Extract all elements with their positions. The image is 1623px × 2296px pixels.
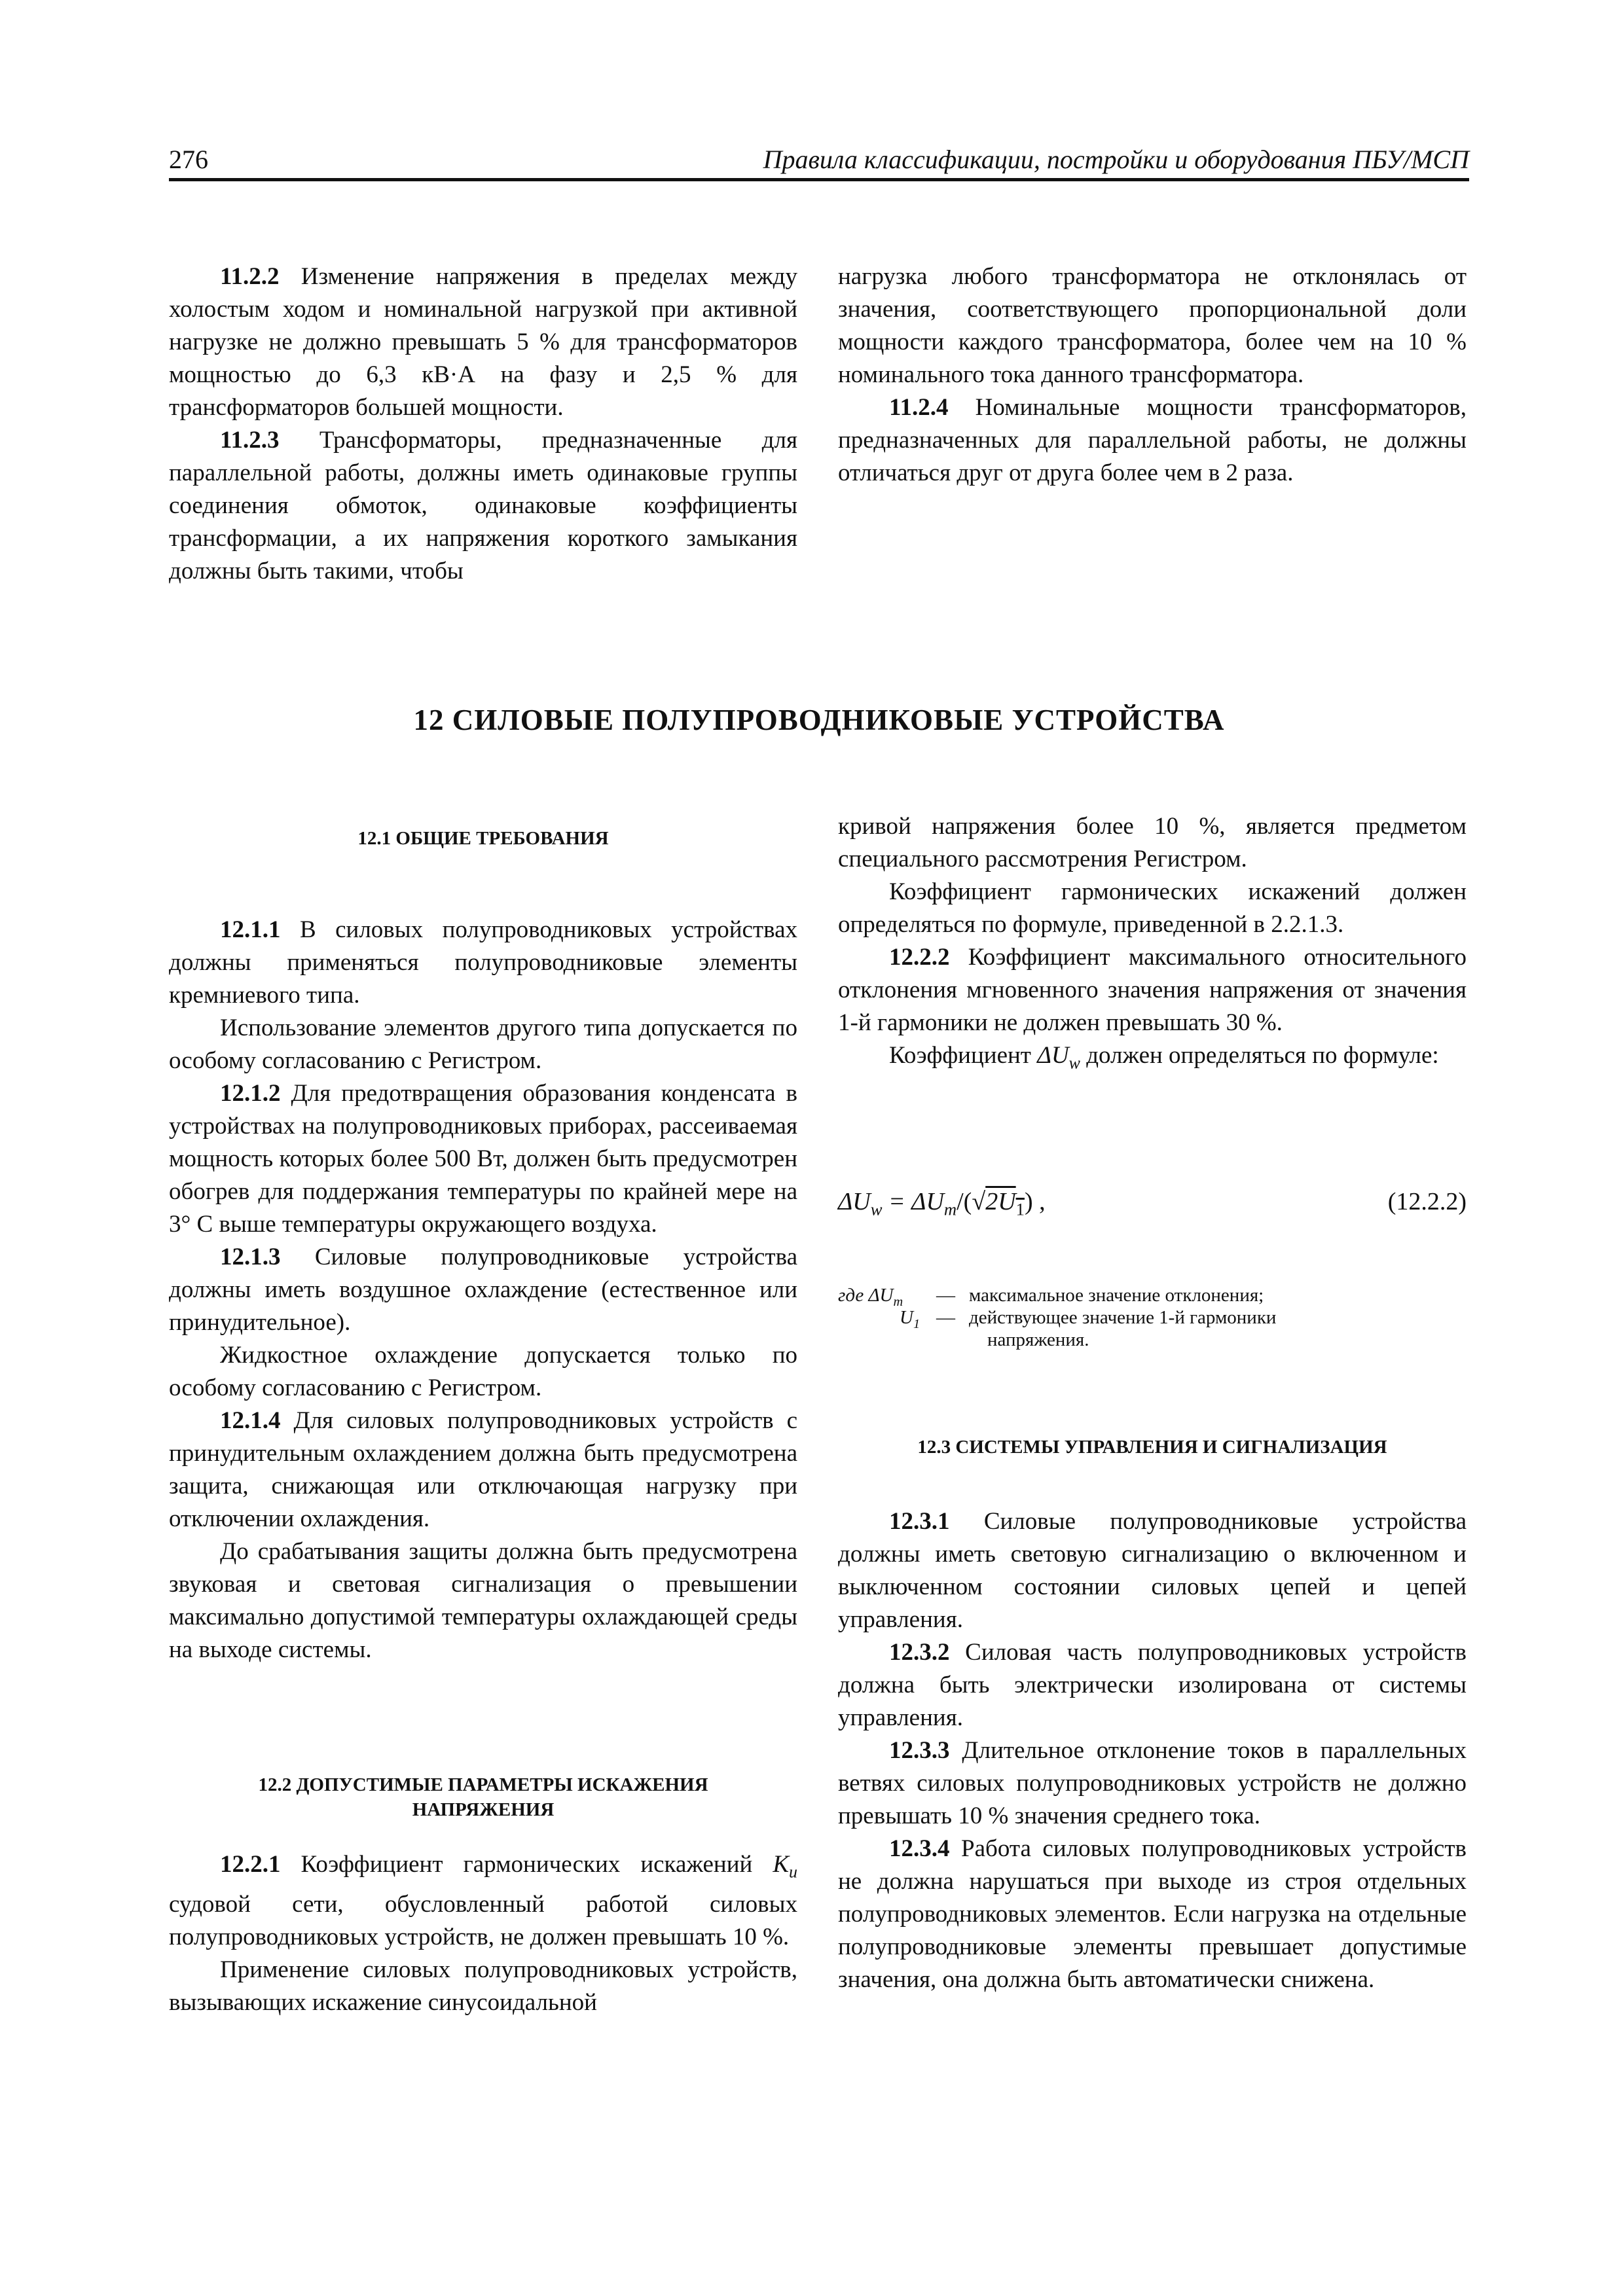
paragraph-text: должен определяться по формуле: [1080,1042,1439,1069]
paragraph-12-2-2 [838,941,1467,1039]
section-title-line: НАПРЯЖЕНИЯ [412,1799,555,1820]
paragraph-12-3-3 [838,1734,1467,1833]
paragraph-formula-ref: Коэффициент гармонических искажений должен определяться по формуле, приведенной в 2.2.1.3. [838,878,1467,938]
paragraph-text: Силовая часть полупроводниковых устройств должна быть электрически изолирована от системы управления. [838,1639,1467,1731]
running-head: Правила классификации, постройки и оборудования ПБУ/МСП [763,145,1469,174]
clause-number: 12.1.1 [220,916,281,943]
paragraph-12-1-2 [169,1077,797,1241]
left-column-12-2 [169,1848,797,2019]
right-column-12-3 [838,1505,1467,1996]
paragraph-12-1-3-b: Жидкостное охлаждение допускается только по особому согласованию с Регистром. [169,1342,797,1401]
formula-radicand-value: 2U [985,1188,1016,1215]
paragraph-text: Для предотвращения образования конденсата в устройствах на полупроводниковых приборах, рассеиваемая мощность которых более 500 Вт, должен быть предусмотрен обогрев для поддержания температуры по крайней мере на 3° С выше температуры окружающего воздуха. [169,1080,797,1238]
clause-number: 12.3.1 [889,1508,950,1535]
variable-delta-uw [1037,1042,1080,1073]
paragraph-text: Изменение напряжения в пределах между холостым ходом и номинальной нагрузкой при активной нагрузке не должно превышать 5 % для трансформаторов мощностью до 6,3 кВ·А на фазу и 2,5 % для трансформаторов большей мощности. [169,263,797,421]
clause-number: 12.2.1 [220,1851,281,1878]
paragraph-continuation: нагрузка любого трансформатора не отклонялась от значения, соответствующего пропорциональной доли мощности каждого трансформатора, более чем на 10 % номинального тока данного трансформатора. [838,263,1467,388]
clause-number: 11.2.4 [889,394,949,421]
paragraph-text: судовой сети, обусловленный работой силовых полупроводниковых устройств, не должен превышать 10 %. [169,1891,797,1951]
formula-radicand [985,1188,1025,1219]
formula-rhs: = ΔU [882,1188,944,1215]
paragraph-11-2-2 [169,260,797,424]
legend-row [838,1284,1467,1309]
paragraph-continuation-right: кривой напряжения более 10 %, является предметом специального рассмотрения Регистром. [838,813,1467,872]
section-title-12-3: 12.3 СИСТЕМЫ УПРАВЛЕНИЯ И СИГНАЛИЗАЦИЯ [917,1437,1387,1458]
left-column-main [169,914,797,1666]
paragraph-12-2-1-b: Применение силовых полупроводниковых устройств, вызывающих искажение синусоидальной [169,1956,797,2017]
variable-k [773,1851,797,1882]
paragraph-12-3-4 [838,1833,1467,1996]
paragraph-11-2-3 [169,424,797,588]
formula-lhs: ΔU [838,1188,871,1215]
paragraph-text: Для силовых полупроводниковых устройств с принудительным охлаждением должна быть предусмотрена защита, снижающая или отключающая нагрузку при отключении охлаждения. [169,1407,797,1532]
paragraph-text: Работа силовых полупроводниковых устройств не должна нарушаться при выходе из строя отдельных полупроводниковых элементов. Если нагрузка на отдельные полупроводниковые элементы превышает допустимые значения, она должна быть автоматически снижена. [838,1835,1467,1993]
paragraph-12-1-1 [169,914,797,1012]
clause-number: 12.1.3 [220,1244,281,1270]
paragraph-12-3-2 [838,1636,1467,1734]
paragraph-coefficient [838,1039,1467,1079]
legend-symbol-subscript: 1 [913,1316,921,1331]
variable-symbol: K [773,1851,790,1878]
formula-legend [838,1284,1467,1351]
formula-expression [838,1182,1046,1229]
paragraph-text: Трансформаторы, предназначенные для параллельной работы, должны иметь одинаковые группы соединения обмоток, одинаковые коэффициенты трансформации, а их напряжения короткого замыкания должны быть такими, чтобы [169,427,797,584]
section-title-12-1: 12.1 ОБЩИЕ ТРЕБОВАНИЯ [357,828,609,849]
legend-row [838,1306,1467,1329]
clause-number: 12.1.2 [220,1080,281,1107]
legend-symbol-text: где ΔU [838,1285,894,1306]
legend-row [838,1329,1467,1351]
paragraph-11-2-4 [838,391,1467,490]
paragraph-text: Силовые полупроводниковые устройства должны иметь воздушное охлаждение (естественное или принудительное). [169,1244,797,1336]
clause-number: 12.3.3 [889,1737,950,1764]
paragraph-text: Коэффициент максимального относительного отклонения мгновенного значения напряжения от значения 1-й гармоники не должен превышать 30 %. [838,944,1467,1036]
formula-number: (12.2.2) [1387,1188,1467,1215]
page-header [169,140,1469,181]
paragraph-text: Силовые полупроводниковые устройства должны иметь световую сигнализацию о включенном и выключенном состоянии силовых цепей и цепей управления. [838,1508,1467,1633]
formula-tail: ) , [1024,1188,1046,1215]
formula-12-2-2 [838,1182,1467,1221]
legend-symbol-subscript: m [893,1294,903,1309]
paragraph-12-1-4 [169,1405,797,1535]
paragraph-text: Коэффициент [889,1042,1038,1069]
variable-symbol: ΔU [1037,1042,1069,1069]
formula-sqrt: /(√ [957,1188,986,1215]
top-right-column [838,260,1467,490]
paragraph-text: Длительное отклонение токов в параллельных ветвях силовых полупроводниковых устройств не должно превышать 10 % значения среднего тока. [838,1737,1467,1829]
clause-number: 12.3.4 [889,1835,950,1862]
paragraph-text: Номинальные мощности трансформаторов, предназначенных для параллельной работы, не должны отличаться друг от друга более чем в 2 раза. [838,394,1467,486]
clause-number: 12.1.4 [220,1407,281,1434]
paragraph-text: В силовых полупроводниковых устройствах должны применяться полупроводниковые элементы кремниевого типа. [169,916,797,1009]
paragraph-12-1-3 [169,1241,797,1339]
legend-text: напряжения. [987,1329,1089,1350]
clause-number: 12.2.2 [889,944,950,971]
formula-lhs-subscript: w [870,1199,883,1219]
clause-number: 12.3.2 [889,1639,950,1666]
legend-symbol-text: U [900,1307,913,1328]
formula-radicand-subscript: 1 [1015,1199,1025,1219]
top-left-column [169,260,797,588]
legend-text: действующее значение 1-й гармоники [969,1307,1277,1328]
right-column-12-2 [838,810,1467,1079]
clause-number: 11.2.3 [220,427,280,454]
variable-subscript: w [1068,1053,1080,1073]
paragraph-12-3-1 [838,1505,1467,1636]
chapter-title: 12 СИЛОВЫЕ ПОЛУПРОВОДНИКОВЫЕ УСТРОЙСТВА [413,704,1225,736]
section-title-line: 12.2 ДОПУСТИМЫЕ ПАРАМЕТРЫ ИСКАЖЕНИЯ [258,1774,708,1795]
paragraph-text: Коэффициент гармонических искажений [280,1851,773,1878]
legend-dash: — [936,1307,955,1328]
clause-number: 11.2.2 [220,263,280,290]
paragraph-12-1-4-b: До срабатывания защиты должна быть предусмотрена звуковая и световая сигнализация о превышении максимально допустимой температуры охлаждающей среды на выходе системы. [169,1538,797,1663]
legend-text: максимальное значение отклонения; [969,1285,1264,1306]
section-title-12-2 [169,1772,797,1822]
paragraph-12-2-1 [169,1848,797,1954]
variable-subscript: u [789,1862,797,1882]
legend-dash: — [936,1285,955,1306]
paragraph-12-1-1-b: Использование элементов другого типа допускается по особому согласованию с Регистром. [169,1014,797,1074]
formula-rhs-subscript: m [943,1199,957,1219]
page-number: 276 [169,145,208,174]
